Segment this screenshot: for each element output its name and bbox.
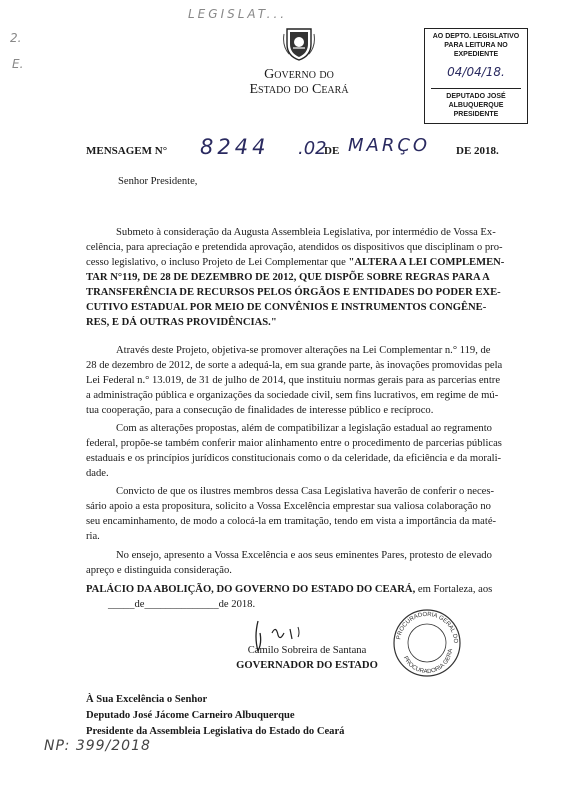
footer-np-note: NP: 399/2018 xyxy=(44,738,151,754)
signer-title: GOVERNADOR DO ESTADO xyxy=(236,660,378,672)
p2-line-5: tua cooperação, para a consecução de finalidades de interesse público e recíproco. xyxy=(86,405,434,417)
p1-line-1: Submeto à consideração da Augusta Assembleia Legislativa, por intermédio de Vossa Ex- xyxy=(116,227,496,238)
gov-line-1: Governo do xyxy=(264,67,334,82)
margin-note-left-2: E. xyxy=(12,57,24,71)
paragraph-4 xyxy=(86,484,531,544)
paragraph-2 xyxy=(86,343,531,418)
margin-note-top: LEGISLAT... xyxy=(188,7,288,21)
signer-name: Camilo Sobreira de Santana xyxy=(247,645,367,656)
p5-line-2: apreço e distinguida consideração. xyxy=(86,565,232,577)
p4-line-2: sário apoio a esta propositura, solicito a Vossa Excelência emprestar sua valiosa colaboração no xyxy=(86,501,491,513)
p3-line-3: estaduais e os princípios jurídicos constitucionais como o da celeridade, da eficiência e da morali- xyxy=(86,453,502,465)
p4-line-4: ria. xyxy=(86,531,100,543)
p2-line-4: a administração pública e organizações da sociedade civil, sem fins lucrativos, em regime de mú- xyxy=(86,390,499,402)
p4-line-3: seu encaminhamento, de modo a colocá-la em tramitação, tendo em vista a importância da maté- xyxy=(86,516,497,528)
paragraph-3 xyxy=(86,421,531,481)
message-number: 8244 xyxy=(200,135,270,159)
p5-line-1: No ensejo, apresento a Vossa Excelência e aos seus eminentes Pares, protesto de elevado xyxy=(116,550,492,561)
p2-line-3: Lei Federal n.° 13.019, de 31 de julho de 2014, que instituiu normas gerais para as parcerias entre xyxy=(86,375,501,387)
addressee-line-2: Deputado José Jácome Carneiro Albuquerque xyxy=(86,709,295,721)
addressee-block xyxy=(86,692,344,740)
stamp-line-2: PARA LEITURA NO EXPEDIENTE xyxy=(444,41,508,58)
closing-date-line: _____de______________de 2018. xyxy=(108,599,256,611)
message-de-label: DE xyxy=(324,145,340,157)
p1-bold-2: TAR N°119, DE 28 DE DEZEMBRO DE 2012, QUE DISPÕE SOBRE REGRAS PARA A xyxy=(86,272,490,284)
p1-bold-4: CUTIVO ESTADUAL POR MEIO DE CONVÊNIOS E INSTRUMENTOS CONGÊNE- xyxy=(86,302,487,314)
round-stamp xyxy=(392,608,462,678)
p1-bold-3: TRANSFERÊNCIA DE RECURSOS PELOS ÓRGÃOS E ENTIDADES DO PODER EXE- xyxy=(86,287,501,299)
salutation: Senhor Presidente, xyxy=(118,176,198,187)
paragraph-5 xyxy=(86,548,531,578)
gov-line-2: Estado do Ceará xyxy=(249,82,349,98)
message-month: MARÇO xyxy=(348,135,431,156)
stamp-line-3: DEPUTADO JOSÉ ALBUQUERQUE xyxy=(446,93,506,109)
stamp-line-4: PRESIDENTE xyxy=(453,110,499,118)
p2-line-1: Através deste Projeto, objetiva-se promover alterações na Lei Complementar n.° 119, de xyxy=(116,345,491,356)
message-label: MENSAGEM N° xyxy=(86,145,168,157)
paragraph-1 xyxy=(86,225,531,330)
p2-line-2: 28 de dezembro de 2012, de sorte a adequá-la, em sua grande parte, às inovações promovidas pela xyxy=(86,360,503,372)
svg-text:PROCURADORIA GERAL DO ESTADO xyxy=(392,608,458,644)
p1-line-3: cesso legislativo, o incluso Projeto de Lei Complementar que xyxy=(86,257,349,269)
addressee-line-3: Presidente da Assembleia Legislativa do Estado do Ceará xyxy=(86,725,345,737)
closing-block xyxy=(86,582,531,612)
p1-bold-5: RES, E DÁ OUTRAS PROVIDÊNCIAS." xyxy=(86,317,277,329)
round-stamp-top-text: PROCURADORIA GERAL DO xyxy=(396,611,459,644)
p3-line-4: dade. xyxy=(86,468,109,480)
p3-line-1: Com as alterações propostas, além de compatibilizar a legislação estadual ao regramento xyxy=(116,423,492,434)
legislative-stamp xyxy=(424,28,528,124)
coat-of-arms-icon xyxy=(283,26,315,62)
message-year: DE 2018. xyxy=(456,145,499,157)
palace-rest: em Fortaleza, aos xyxy=(415,584,493,595)
addressee-line-1: À Sua Excelência o Senhor xyxy=(86,694,208,705)
p1-line-2: celência, para apreciação e pretendida aprovação, atendidos os dispositivos que disciplinam o pro- xyxy=(86,242,503,254)
palace-label: PALÁCIO DA ABOLIÇÃO, DO GOVERNO DO ESTADO DO CEARÁ, xyxy=(86,584,416,595)
signature-block xyxy=(222,643,392,673)
p3-line-2: federal, propõe-se também conferir maior alinhamento entre o procedimento de parcerias públicas xyxy=(86,438,502,450)
message-day: .02 xyxy=(298,138,327,159)
government-heading xyxy=(236,67,362,98)
stamp-line-1: AO DEPTO. LEGISLATIVO xyxy=(432,33,520,40)
margin-note-left-1: 2. xyxy=(10,31,22,45)
round-stamp-bottom-text: PROCURADORIA GERA xyxy=(401,648,455,676)
p4-line-1: Convicto de que os ilustres membros dessa Casa Legislativa haverão de conferir o neces- xyxy=(116,486,495,497)
p1-bold-1: "ALTERA A LEI COMPLEMEN- xyxy=(348,257,505,269)
stamp-handwritten-date: 04/04/18. xyxy=(447,65,505,80)
